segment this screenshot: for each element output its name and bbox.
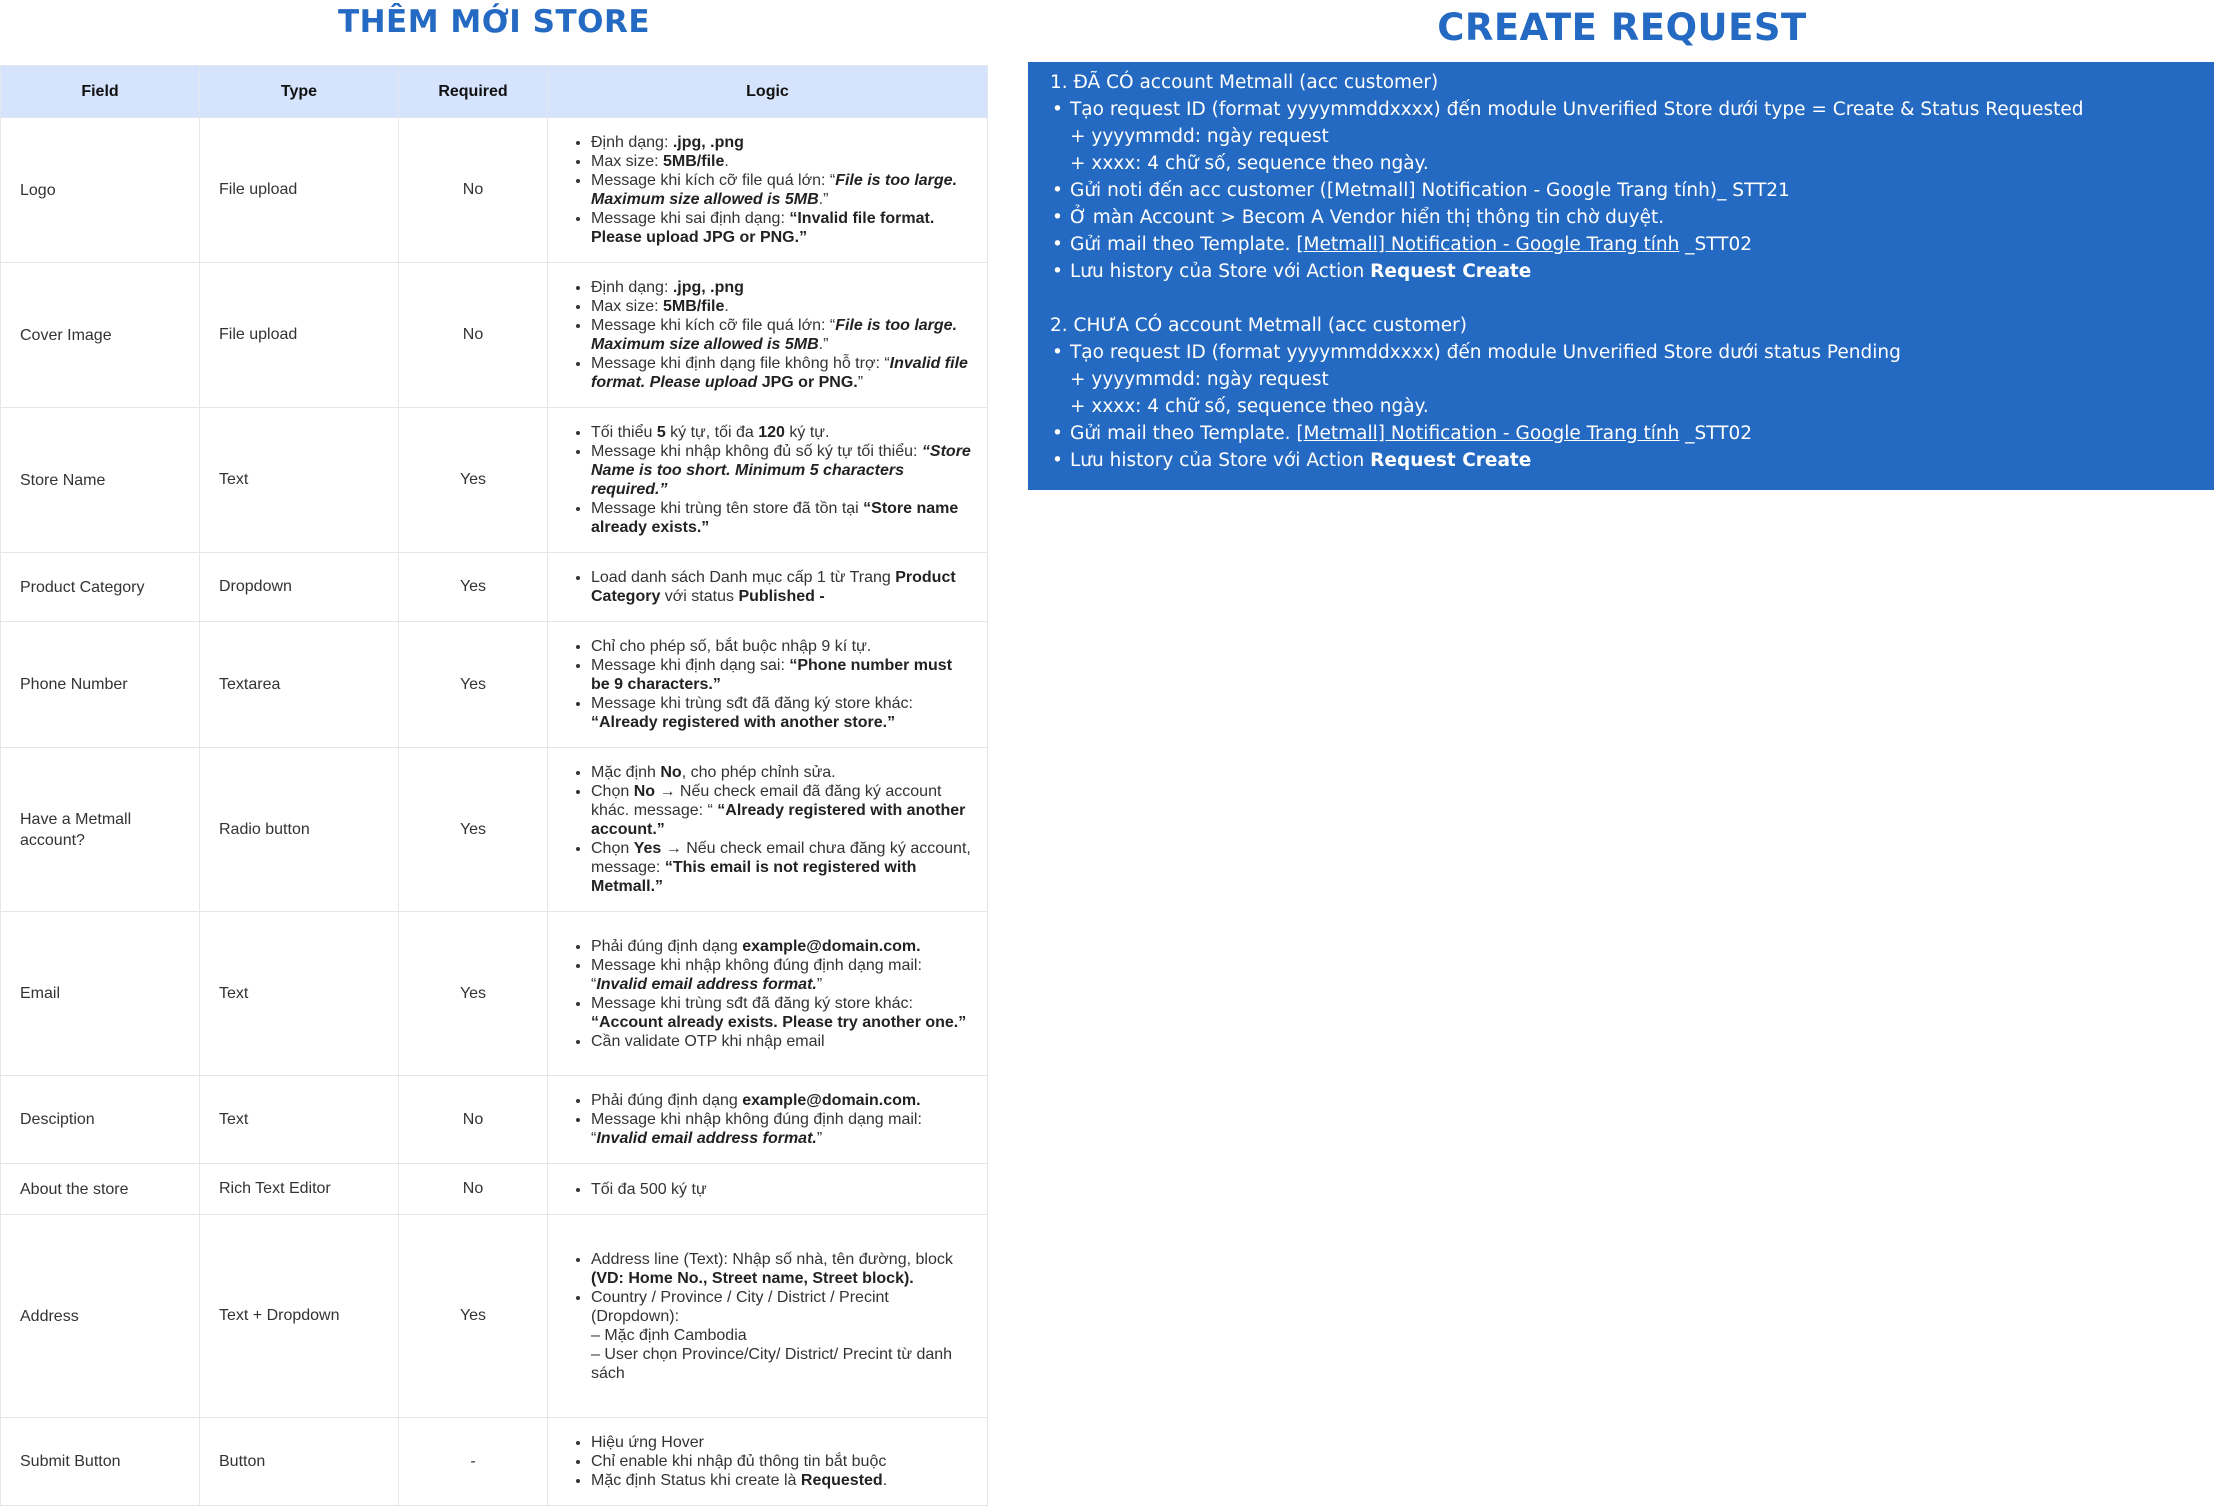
list-item: • Max size: 5MB/file.	[591, 152, 975, 171]
logic-cell	[548, 622, 988, 748]
type-cell: File upload	[200, 118, 399, 263]
list-item: • Cần validate OTP khi nhập email	[591, 1032, 975, 1051]
list-item: • Load danh sách Danh mục cấp 1 từ Trang Product Category với status Published -	[591, 568, 975, 606]
field-cell: Product Category	[1, 553, 200, 622]
list-item: • Message khi nhập không đúng định dạng mail: “Invalid email address format.”	[591, 1110, 975, 1148]
list-item: • Gửi mail theo Template. [Metmall] Notification - Google Trang tính _STT02	[1050, 231, 2214, 258]
table-row	[1, 408, 988, 553]
list-item: • Lưu history của Store với Action Request Create	[1050, 258, 2214, 285]
list-item: • Gửi noti đến acc customer ([Metmall] Notification - Google Trang tính)_ STT21	[1050, 177, 2214, 204]
field-cell: About the store	[1, 1164, 200, 1215]
list-item: • Message khi định dạng sai: “Phone number must be 9 characters.”	[591, 656, 975, 694]
field-spec-table	[0, 65, 988, 1506]
field-cell: Logo	[1, 118, 200, 263]
type-cell: Text + Dropdown	[200, 1215, 399, 1418]
list-item: • Address line (Text): Nhập số nhà, tên đường, block (VD: Home No., Street name, Street block).	[591, 1250, 975, 1288]
list-item: • Mặc định No, cho phép chỉnh sửa.	[591, 763, 975, 782]
table-row	[1, 1076, 988, 1164]
table-row	[1, 553, 988, 622]
table-row	[1, 748, 988, 912]
list-item: • Gửi mail theo Template. [Metmall] Notification - Google Trang tính _STT02	[1050, 420, 2214, 447]
table-row	[1, 912, 988, 1076]
list-item: • Message khi trùng tên store đã tồn tại “Store name already exists.”	[591, 499, 975, 537]
list-item: • Message khi định dạng file không hỗ trợ: “Invalid file format. Please upload JPG or PNG.”	[591, 354, 975, 392]
list-item: • Ở màn Account > Becom A Vendor hiển thị thông tin chờ duyệt.	[1050, 204, 2214, 231]
type-cell: Rich Text Editor	[200, 1164, 399, 1215]
required-cell: No	[399, 1076, 548, 1164]
list-item: • Chọn No → Nếu check email đã đăng ký account khác. message: “ “Already registered with another account.”	[591, 782, 975, 839]
type-cell: Text	[200, 1076, 399, 1164]
list-item: • Tối thiểu 5 ký tự, tối đa 120 ký tự.	[591, 423, 975, 442]
header-field: Field	[1, 66, 200, 118]
field-cell: Have a Metmall account?	[1, 748, 200, 912]
logic-cell	[548, 553, 988, 622]
list-item: • Message khi sai định dạng: “Invalid file format. Please upload JPG or PNG.”	[591, 209, 975, 247]
list-item: • Phải đúng định dạng example@domain.com.	[591, 1091, 975, 1110]
create-request-panel	[1028, 62, 2214, 490]
field-cell: Desciption	[1, 1076, 200, 1164]
list-item: • Phải đúng định dạng example@domain.com.	[591, 937, 975, 956]
list-item: • Tạo request ID (format yyyymmddxxxx) đến module Unverified Store dưới status Pending	[1050, 339, 2214, 366]
header-logic: Logic	[548, 66, 988, 118]
list-item: • Max size: 5MB/file.	[591, 297, 975, 316]
logic-cell	[548, 118, 988, 263]
logic-cell	[548, 408, 988, 553]
section2-title: 2. CHƯA CÓ account Metmall (acc customer)	[1050, 315, 1467, 336]
table-row	[1, 1215, 988, 1418]
required-cell: -	[399, 1418, 548, 1506]
list-item: • Message khi nhập không đúng định dạng mail: “Invalid email address format.”	[591, 956, 975, 994]
required-cell: Yes	[399, 553, 548, 622]
table-row	[1, 622, 988, 748]
list-item: • Lưu history của Store với Action Request Create	[1050, 447, 2214, 474]
list-item: • Country / Province / City / District / Precint (Dropdown): – Mặc định Cambodia – User chọn Province/City/ District/ Precint từ danh sách	[591, 1288, 975, 1383]
logic-cell	[548, 1076, 988, 1164]
list-item: + xxxx: 4 chữ số, sequence theo ngày.	[1070, 396, 1429, 417]
required-cell: Yes	[399, 408, 548, 553]
type-cell: Dropdown	[200, 553, 399, 622]
list-item: • Message khi trùng sđt đã đăng ký store khác: “Already registered with another store.”	[591, 694, 975, 732]
list-item: • Message khi trùng sđt đã đăng ký store khác: “Account already exists. Please try another one.”	[591, 994, 975, 1032]
table-row	[1, 1418, 988, 1506]
type-cell: Text	[200, 408, 399, 553]
table-header-row	[1, 66, 988, 118]
list-item: • Tối đa 500 ký tự	[591, 1180, 975, 1199]
logic-cell	[548, 1215, 988, 1418]
type-cell: Text	[200, 912, 399, 1076]
list-item: + yyyymmdd: ngày request	[1070, 369, 1329, 390]
section-title-create-request: CREATE REQUEST	[1437, 6, 1807, 49]
table-row	[1, 263, 988, 408]
table-row	[1, 1164, 988, 1215]
section1-title: 1. ĐÃ CÓ account Metmall (acc customer)	[1050, 72, 1439, 93]
field-cell: Address	[1, 1215, 200, 1418]
list-item: • Định dạng: .jpg, .png	[591, 133, 975, 152]
notification-sheet-link[interactable]: [Metmall] Notification - Google Trang tính	[1296, 423, 1680, 444]
type-cell: File upload	[200, 263, 399, 408]
required-cell: Yes	[399, 912, 548, 1076]
list-item: + xxxx: 4 chữ số, sequence theo ngày.	[1070, 153, 1429, 174]
required-cell: No	[399, 1164, 548, 1215]
list-item: • Tạo request ID (format yyyymmddxxxx) đến module Unverified Store dưới type = Create & Status Requested	[1050, 96, 2214, 123]
required-cell: Yes	[399, 622, 548, 748]
list-item: • Message khi kích cỡ file quá lớn: “File is too large. Maximum size allowed is 5MB.”	[591, 316, 975, 354]
required-cell: Yes	[399, 748, 548, 912]
header-required: Required	[399, 66, 548, 118]
list-item: • Chỉ cho phép số, bắt buộc nhập 9 kí tự.	[591, 637, 975, 656]
field-cell: Cover Image	[1, 263, 200, 408]
logic-cell	[548, 263, 988, 408]
field-cell: Phone Number	[1, 622, 200, 748]
list-item: • Message khi nhập không đủ số ký tự tối thiểu: “Store Name is too short. Minimum 5 characters required.”	[591, 442, 975, 499]
field-cell: Submit Button	[1, 1418, 200, 1506]
required-cell: No	[399, 263, 548, 408]
field-cell: Store Name	[1, 408, 200, 553]
section-title-them-moi-store: THÊM MỚI STORE	[337, 4, 651, 40]
type-cell: Button	[200, 1418, 399, 1506]
required-cell: Yes	[399, 1215, 548, 1418]
list-item: • Định dạng: .jpg, .png	[591, 278, 975, 297]
notification-sheet-link[interactable]: [Metmall] Notification - Google Trang tính	[1296, 234, 1680, 255]
field-cell: Email	[1, 912, 200, 1076]
logic-cell	[548, 748, 988, 912]
list-item: • Message khi kích cỡ file quá lớn: “File is too large. Maximum size allowed is 5MB.”	[591, 171, 975, 209]
list-item: + yyyymmdd: ngày request	[1070, 126, 1329, 147]
type-cell: Textarea	[200, 622, 399, 748]
logic-cell	[548, 1418, 988, 1506]
list-item: • Hiệu ứng Hover	[591, 1433, 975, 1452]
logic-cell	[548, 1164, 988, 1215]
header-type: Type	[200, 66, 399, 118]
type-cell: Radio button	[200, 748, 399, 912]
logic-cell	[548, 912, 988, 1076]
list-item: • Mặc định Status khi create là Requested.	[591, 1471, 975, 1490]
table-row	[1, 118, 988, 263]
list-item: • Chọn Yes → Nếu check email chưa đăng ký account, message: “This email is not registered with Metmall.”	[591, 839, 975, 896]
required-cell: No	[399, 118, 548, 263]
list-item: • Chỉ enable khi nhập đủ thông tin bắt buộc	[591, 1452, 975, 1471]
